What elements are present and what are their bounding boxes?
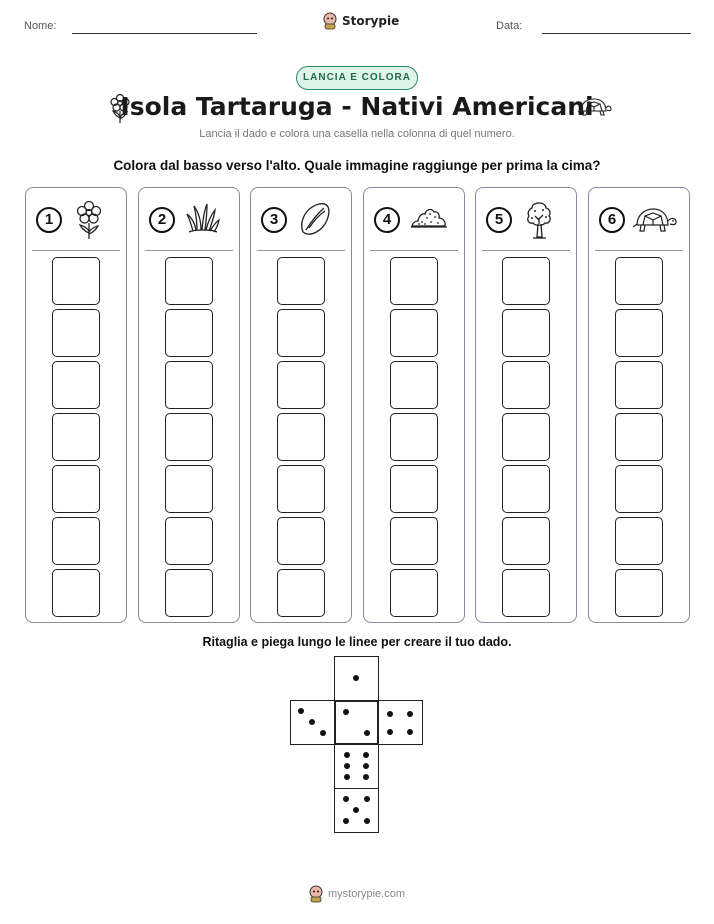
turtle-icon [576, 96, 612, 118]
roll-column-5 [475, 187, 577, 623]
color-box[interactable] [52, 517, 100, 565]
storypie-mascot-icon [308, 885, 324, 903]
color-box[interactable] [277, 569, 325, 617]
color-box[interactable] [165, 361, 213, 409]
color-box[interactable] [52, 361, 100, 409]
footer [308, 885, 405, 903]
color-box[interactable] [165, 517, 213, 565]
color-box[interactable] [277, 413, 325, 461]
dice-face-4 [378, 700, 423, 745]
color-box[interactable] [502, 517, 550, 565]
brand-logo [322, 12, 399, 30]
cut-instruction: Ritaglia e piega lungo le linee per creare il tuo dado. [202, 635, 512, 649]
color-box[interactable] [52, 569, 100, 617]
dice-face-3 [290, 700, 335, 745]
color-box[interactable] [390, 413, 438, 461]
color-box[interactable] [165, 257, 213, 305]
color-box[interactable] [615, 465, 663, 513]
color-box[interactable] [615, 413, 663, 461]
color-box[interactable] [390, 569, 438, 617]
color-box[interactable] [502, 361, 550, 409]
column-number: 6 [599, 207, 625, 233]
roll-column-4 [363, 187, 465, 623]
color-box[interactable] [52, 309, 100, 357]
activity-badge: LANCIA E COLORA [296, 66, 418, 90]
color-box[interactable] [615, 361, 663, 409]
color-box[interactable] [277, 465, 325, 513]
color-box[interactable] [52, 413, 100, 461]
color-box[interactable] [502, 309, 550, 357]
color-box[interactable] [165, 309, 213, 357]
color-box[interactable] [615, 309, 663, 357]
column-number: 5 [486, 207, 512, 233]
date-line [542, 33, 691, 34]
roll-column-2 [138, 187, 240, 623]
color-box[interactable] [390, 257, 438, 305]
storypie-mascot-icon [322, 12, 338, 30]
color-box[interactable] [615, 257, 663, 305]
turtle-icon [631, 206, 677, 234]
color-box[interactable] [277, 361, 325, 409]
color-box[interactable] [502, 465, 550, 513]
color-box[interactable] [165, 413, 213, 461]
subtitle: Lancia il dado e colora una casella nella colonna di quel numero. [199, 128, 515, 140]
color-box[interactable] [390, 361, 438, 409]
dirt-mound-icon [410, 200, 448, 236]
color-box[interactable] [165, 569, 213, 617]
name-line [72, 33, 257, 34]
seed-icon [297, 200, 333, 238]
color-box[interactable] [502, 569, 550, 617]
color-box[interactable] [502, 257, 550, 305]
column-number: 3 [261, 207, 287, 233]
color-box[interactable] [390, 517, 438, 565]
brand-name: Storypie [342, 14, 400, 28]
tree-icon [522, 200, 556, 240]
color-box[interactable] [502, 413, 550, 461]
dice-face-5 [334, 788, 379, 833]
color-box[interactable] [165, 465, 213, 513]
footer-url: mystorypie.com [328, 888, 406, 900]
color-box[interactable] [52, 257, 100, 305]
color-box[interactable] [390, 465, 438, 513]
roll-column-6 [588, 187, 690, 623]
color-box[interactable] [277, 257, 325, 305]
name-label: Nome: [24, 20, 57, 32]
color-box[interactable] [390, 309, 438, 357]
dice-face-6 [334, 744, 379, 789]
color-box[interactable] [52, 465, 100, 513]
column-number: 2 [149, 207, 175, 233]
instruction: Colora dal basso verso l'alto. Quale immagine raggiunge per prima la cima? [113, 158, 601, 173]
dice-face-2 [334, 700, 379, 745]
date-label: Data: [496, 20, 523, 32]
grass-icon [185, 200, 221, 236]
page-title: Isola Tartaruga - Nativi Americani [120, 92, 594, 121]
roll-column-1 [25, 187, 127, 623]
color-box[interactable] [277, 309, 325, 357]
color-box[interactable] [615, 569, 663, 617]
color-box[interactable] [277, 517, 325, 565]
column-number: 1 [36, 207, 62, 233]
color-box[interactable] [615, 517, 663, 565]
dice-face-1 [334, 656, 379, 701]
roll-column-3 [250, 187, 352, 623]
column-number: 4 [374, 207, 400, 233]
flower-icon [72, 200, 106, 240]
